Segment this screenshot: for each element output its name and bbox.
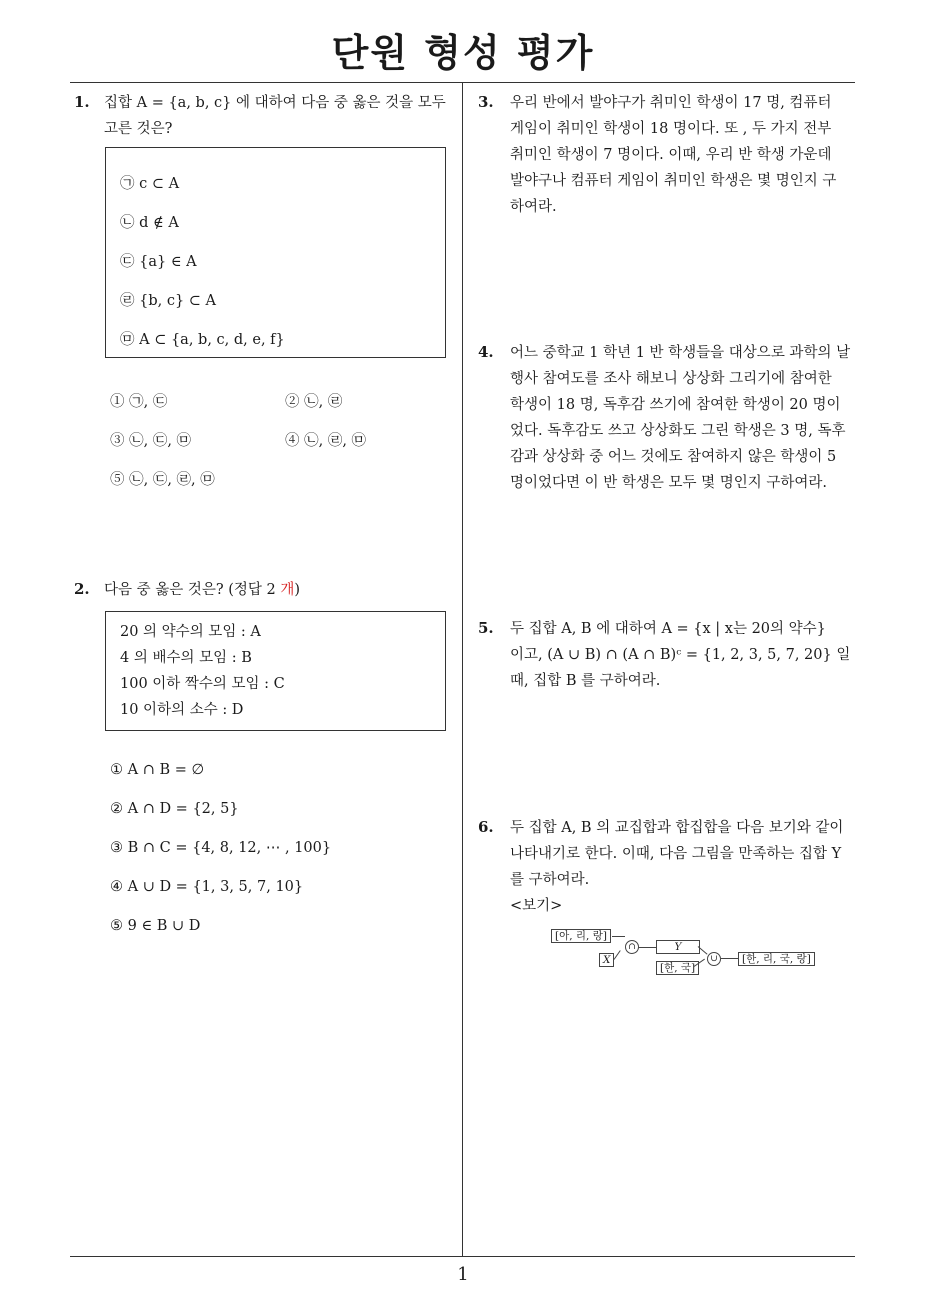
column-divider [462,82,463,1256]
question-number: 2. [74,580,90,598]
bottom-rule [70,1256,855,1257]
diagram-box-result: [한, 리, 국, 랑] [738,952,815,966]
diagram-box-set1: [아, 리, 랑] [551,929,611,943]
statement-item: ㉠ c ⊂ A [120,176,180,192]
answer-option[interactable]: ① A ∩ B = ∅ [110,762,205,778]
answer-option[interactable]: ② ㉡, ㉣ [285,394,343,410]
question-text-end: ) [294,582,301,598]
question-number: 3. [478,93,494,111]
question-text: 집합 A = {a, b, c} 에 대하여 다음 중 옳은 것을 모두 고른 것은? [104,95,446,137]
page-title: 단원 형성 평가 [331,31,595,75]
statement-box [105,147,446,358]
page-number: 1 [457,1264,469,1285]
answer-option[interactable]: ① ㉠, ㉢ [110,394,168,410]
answer-option[interactable]: ⑤ ㉡, ㉢, ㉣, ㉤ [110,472,215,488]
definition-box [105,611,446,731]
diagram-box-y: Y [656,940,700,954]
question-text-main: 다음 중 옳은 것은? (정답 2 [104,582,281,598]
question-text: 어느 중학교 1 학년 1 반 학생들을 대상으로 과학의 날 행사 참여도를 조사 해보니 상상화 그리기에 참여한 학생이 18 명, 독후감 쓰기에 참여한 학생이 20 명이 었다. 독후감도 쓰고 상상화도 그린 학생은 3 명, 독후 감과 상상화 중 어느 것에도 참여하지 않은 학생이 5 명이었다면 이 반 학생은 모두 몇 명인지 구하여라. [510,345,851,491]
highlight-text: 개 [280,582,295,598]
answer-option[interactable]: ③ B ∩ C = {4, 8, 12, ⋯ , 100} [110,840,332,856]
question-number: 1. [74,93,90,111]
definition-item: 20 의 약수의 모임 : A [120,624,261,640]
diagram-line [639,947,656,948]
diagram-line [614,950,621,960]
statement-item: ㉡ d ∉ A [120,215,179,231]
question-text: 두 집합 A, B 에 대하여 A = {x | x는 20의 약수} 이고, (A ∪ B) ∩ (A ∩ B)ᶜ = {1, 2, 3, 5, 7, 20} 일 때, 집합 B 를 구하여라. [510,621,851,689]
diagram-box-set2: [한, 국] [656,961,699,975]
question-number: 5. [478,619,494,637]
statement-item: ㉣ {b, c} ⊂ A [120,293,217,309]
question-text: 우리 반에서 발야구가 취미인 학생이 17 명, 컴퓨터 게임이 취미인 학생이 18 명이다. 또 , 두 가지 전부 취미인 학생이 7 명이다. 이때, 우리 반 학생 가운데 발야구나 컴퓨터 게임이 취미인 학생은 몇 명인지 구 하여라. [510,95,837,215]
question-number: 6. [478,818,494,836]
union-operator: ∪ [707,952,721,966]
answer-option[interactable]: ⑤ 9 ∈ B ∪ D [110,918,201,934]
answer-option[interactable]: ④ A ∪ D = {1, 3, 5, 7, 10} [110,879,304,895]
intersection-operator: ∩ [625,940,639,954]
question-text: 두 집합 A, B 의 교집합과 합집합을 다음 보기와 같이 나타내기로 한다. 이때, 다음 그림을 만족하는 집합 Y 를 구하여라. <보기> [510,820,844,914]
diagram-box-x: X [599,953,614,967]
definition-item: 10 이하의 소수 : D [120,702,244,718]
diagram-line [612,936,625,937]
definition-item: 100 이하 짝수의 모임 : C [120,676,285,692]
definition-item: 4 의 배수의 모임 : B [120,650,252,666]
question-number: 4. [478,343,494,361]
statement-item: ㉤ A ⊂ {a, b, c, d, e, f} [120,332,285,348]
statement-item: ㉢ {a} ∈ A [120,254,197,270]
answer-option[interactable]: ③ ㉡, ㉢, ㉤ [110,433,192,449]
answer-option[interactable]: ② A ∩ D = {2, 5} [110,801,239,817]
diagram-line [721,958,738,959]
answer-option[interactable]: ④ ㉡, ㉣, ㉤ [285,433,367,449]
question-text [104,577,456,603]
